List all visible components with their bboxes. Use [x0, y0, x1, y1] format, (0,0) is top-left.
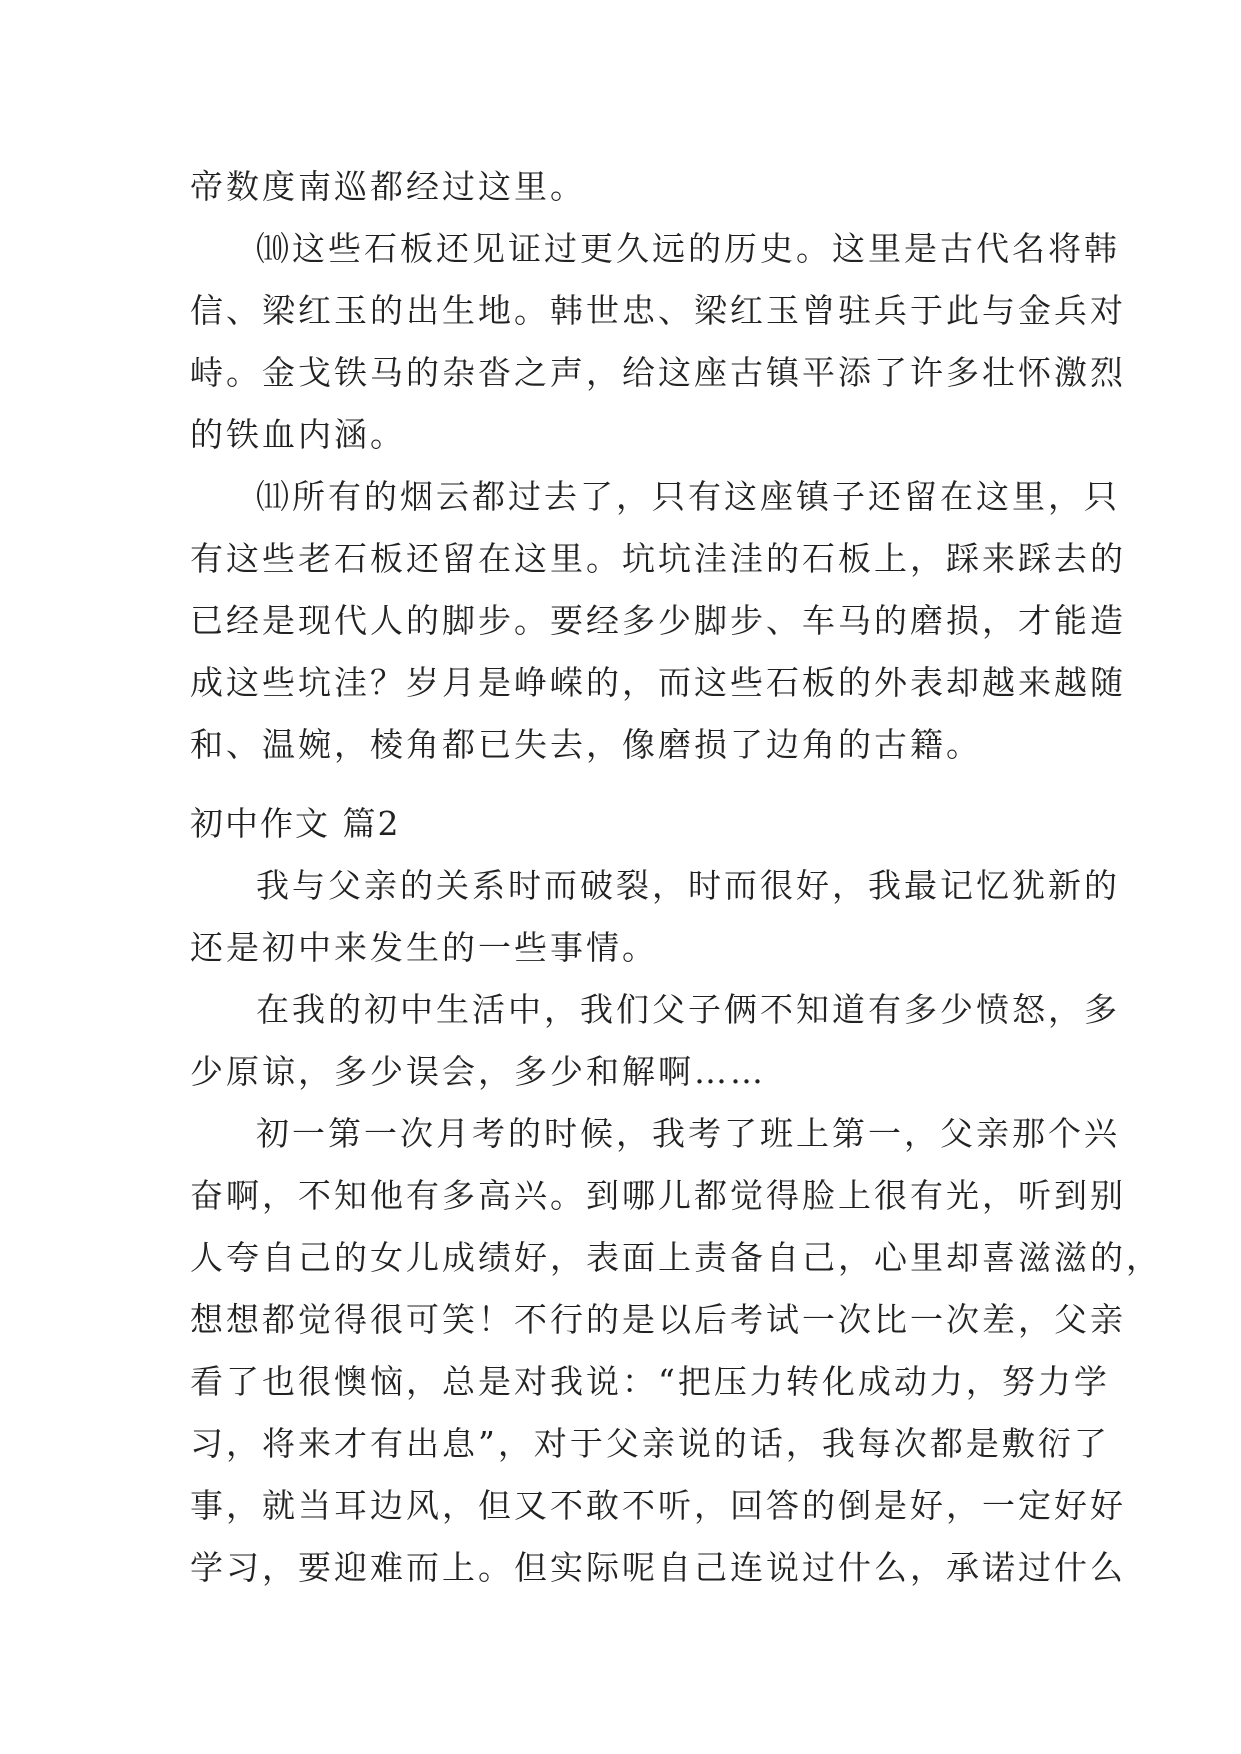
- text-line: 事，就当耳边风，但又不敢不听，回答的倒是好，一定好好: [190, 1486, 1126, 1525]
- paragraph-10-line: ⑽这些石板还见证过更久远的历史。这里是古代名将韩: [256, 229, 1120, 268]
- essay-section-1: [190, 156, 1126, 776]
- text-line: 少原谅，多少误会，多少和解啊……: [190, 1052, 766, 1091]
- text-line: 已经是现代人的脚步。要经多少脚步、车马的磨损，才能造: [190, 601, 1126, 640]
- text-line: 初一第一次月考的时候，我考了班上第一，父亲那个兴: [256, 1114, 1120, 1153]
- text-line: 的铁血内涵。: [190, 415, 406, 454]
- section-heading: 初中作文 篇2: [190, 804, 401, 843]
- text-line: 峙。金戈铁马的杂沓之声，给这座古镇平添了许多壮怀激烈: [190, 353, 1126, 392]
- text-line: 习，将来才有出息”，对于父亲说的话，我每次都是敷衍了: [190, 1424, 1110, 1463]
- text-line: 帝数度南巡都经过这里。: [190, 167, 586, 206]
- text-line: 信、梁红玉的出生地。韩世忠、梁红玉曾驻兵于此与金兵对: [190, 291, 1126, 330]
- text-line: 在我的初中生活中，我们父子俩不知道有多少愤怒，多: [256, 990, 1120, 1029]
- text-line: 看了也很懊恼，总是对我说：“把压力转化成动力，努力学: [190, 1362, 1110, 1401]
- paragraph-11-line: ⑾所有的烟云都过去了，只有这座镇子还留在这里，只: [256, 477, 1120, 516]
- text-line: 有这些老石板还留在这里。坑坑洼洼的石板上，踩来踩去的: [190, 539, 1126, 578]
- text-line: 人夸自己的女儿成绩好，表面上责备自己，心里却喜滋滋的，: [190, 1238, 1162, 1277]
- text-line: 想想都觉得很可笑！不行的是以后考试一次比一次差，父亲: [190, 1300, 1126, 1339]
- text-line: 和、温婉，棱角都已失去，像磨损了边角的古籍。: [190, 725, 982, 764]
- text-line: 还是初中来发生的一些事情。: [190, 928, 658, 967]
- essay-section-2: [190, 793, 1162, 1599]
- text-line: 我与父亲的关系时而破裂，时而很好，我最记忆犹新的: [256, 866, 1120, 905]
- text-line: 成这些坑洼？岁月是峥嵘的，而这些石板的外表却越来越随: [190, 663, 1126, 702]
- text-line: 奋啊，不知他有多高兴。到哪儿都觉得脸上很有光，听到别: [190, 1176, 1126, 1215]
- text-line: 学习，要迎难而上。但实际呢自己连说过什么，承诺过什么: [190, 1548, 1126, 1587]
